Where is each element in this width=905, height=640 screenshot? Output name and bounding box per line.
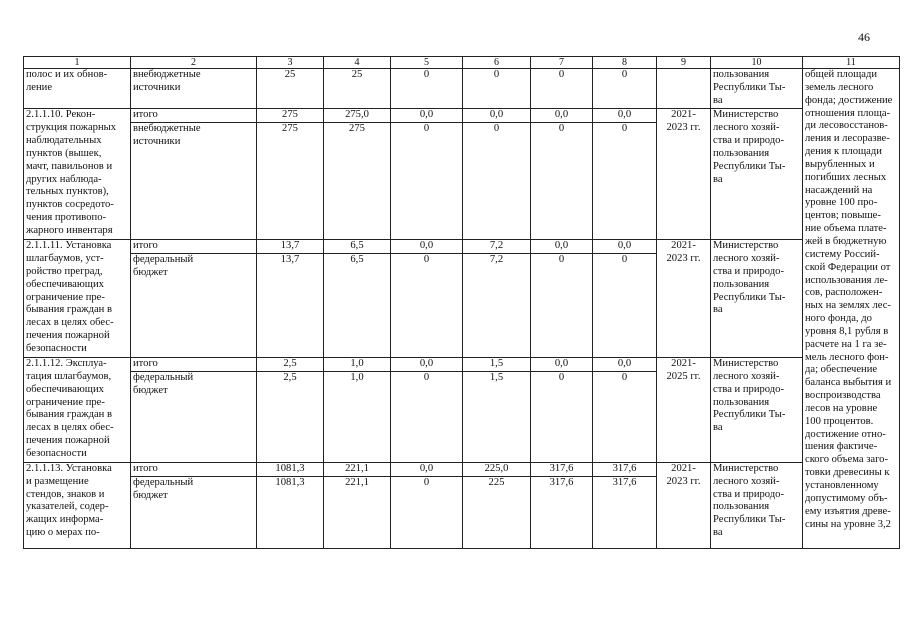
amount-cell: 0: [593, 371, 657, 462]
measure-name-line: ограничение пре-: [26, 396, 105, 408]
measure-name-line: обеспечивающих: [26, 278, 104, 290]
measure-name-line: и размещение: [26, 475, 89, 487]
amount-cell: 25: [324, 69, 391, 109]
executor-line: лесного хозяй-: [713, 252, 780, 264]
executor-line: пользования: [713, 69, 770, 80]
table-row: [24, 239, 900, 253]
executor-line: ва: [713, 173, 723, 185]
expected-results-line: жей в бюджетную: [805, 235, 887, 247]
funding-source-cell: [131, 122, 257, 239]
amount-cell: 13,7: [257, 239, 324, 253]
funding-source-line: федеральный: [133, 253, 194, 265]
executor-line: Республики Ты-: [713, 514, 786, 526]
funding-source-line: итого: [133, 462, 158, 474]
expected-results-line: допустимому объ-: [805, 492, 888, 504]
expected-results-line: сины на уровне 3,2: [805, 518, 891, 530]
amount-cell: 0: [391, 122, 463, 239]
expected-results-line: товки древесины к: [805, 467, 890, 479]
column-number: 8: [593, 57, 657, 69]
measure-name-line: чения противопо-: [26, 212, 107, 224]
period-cell: [657, 357, 711, 462]
expected-results-line: земель лесного: [805, 81, 874, 93]
amount-cell: 225,0: [463, 462, 531, 476]
expected-results-line: ного фонда, до: [805, 313, 872, 325]
funding-source-line: внебюджетные: [133, 122, 201, 134]
measure-name-line: цию о мерах по-: [26, 527, 100, 539]
amount-cell: 317,6: [593, 462, 657, 476]
measure-name-line: ление: [26, 81, 53, 93]
amount-cell: 317,6: [531, 476, 593, 548]
amount-cell: 0,0: [593, 109, 657, 123]
expected-results-line: ления и лесоразве-: [805, 133, 890, 145]
amount-cell: 1,0: [324, 371, 391, 462]
expected-results-line: ской Федерации от: [805, 261, 891, 273]
executor-line: Республики Ты-: [713, 291, 786, 303]
measure-name-line: ройство преград,: [26, 265, 103, 277]
executor-line: ства и природо-: [713, 134, 785, 146]
amount-cell: 0: [593, 253, 657, 357]
expected-results-line: лесов на уровне: [805, 402, 878, 414]
funding-source-cell: [131, 253, 257, 357]
amount-cell: 0: [463, 69, 531, 109]
column-number: 7: [531, 57, 593, 69]
measure-name-line: лесах в целях обес-: [26, 317, 114, 329]
executor-line: пользования: [713, 147, 770, 159]
amount-cell: 0: [391, 253, 463, 357]
column-number: 11: [803, 57, 900, 69]
amount-cell: 0,0: [391, 462, 463, 476]
table-row: [24, 357, 900, 371]
funding-source-cell: [131, 239, 257, 253]
funding-source-line: итого: [133, 357, 158, 369]
amount-cell: 13,7: [257, 253, 324, 357]
measure-name-cell: [24, 109, 131, 240]
expected-results-line: ди лесовосстанов-: [805, 120, 888, 132]
expected-results-line: ние объема плате-: [805, 223, 887, 235]
expected-results-line: погибших лесных: [805, 171, 887, 183]
measure-name-cell: [24, 69, 131, 109]
executor-line: ва: [713, 304, 723, 316]
amount-cell: 1081,3: [257, 476, 324, 548]
funding-source-cell: [131, 357, 257, 371]
funding-source-line: бюджет: [133, 489, 168, 501]
amount-cell: 275: [324, 122, 391, 239]
executor-line: лесного хозяй-: [713, 121, 780, 133]
executor-cell: [711, 109, 803, 240]
column-number: 10: [711, 57, 803, 69]
amount-cell: 0,0: [391, 357, 463, 371]
amount-cell: 0: [593, 69, 657, 109]
amount-cell: 0: [531, 122, 593, 239]
executor-line: пользования: [713, 278, 770, 290]
period-line: 2025 гг.: [666, 370, 701, 382]
amount-cell: 0,0: [593, 357, 657, 371]
amount-cell: 0: [391, 69, 463, 109]
expected-results-line: расчете на 1 га зе-: [805, 338, 887, 350]
executor-cell: [711, 462, 803, 548]
budget-table: [23, 56, 900, 549]
measure-name-line: полос и их обнов-: [26, 69, 108, 80]
amount-cell: 1,5: [463, 371, 531, 462]
amount-cell: 6,5: [324, 253, 391, 357]
measure-name-line: пунктов сосредото-: [26, 199, 114, 211]
amount-cell: 25: [257, 69, 324, 109]
expected-results-line: отношения площа-: [805, 107, 891, 119]
measure-name-line: тация шлагбаумов,: [26, 370, 112, 382]
executor-line: Министерство: [713, 109, 779, 120]
amount-cell: 0: [463, 122, 531, 239]
expected-results-line: общей площади: [805, 69, 878, 80]
measure-name-line: печения пожарной: [26, 330, 110, 342]
executor-line: ства и природо-: [713, 488, 785, 500]
expected-results-line: уровня 8,1 рубля в: [805, 325, 889, 337]
expected-results-line: 100 процентов.: [805, 415, 874, 427]
expected-results-line: воспроизводства: [805, 390, 881, 402]
measure-name-line: мачт, павильонов и: [26, 160, 113, 172]
amount-cell: 0,0: [531, 239, 593, 253]
executor-line: Министерство: [713, 357, 779, 369]
measure-name-line: наблюдательных: [26, 134, 102, 146]
amount-cell: 2,5: [257, 357, 324, 371]
measure-name-line: 2.1.1.10. Рекон-: [26, 109, 96, 120]
expected-results-line: систему Россий-: [805, 248, 880, 260]
measure-name-line: печения пожарной: [26, 435, 110, 447]
measure-name-line: ограничение пре-: [26, 291, 105, 303]
executor-cell: [711, 239, 803, 357]
funding-source-cell: [131, 69, 257, 109]
funding-source-line: источники: [133, 135, 181, 147]
executor-line: ва: [713, 527, 723, 539]
amount-cell: 0: [593, 122, 657, 239]
expected-results-line: да; обеспечение: [805, 364, 878, 376]
funding-source-cell: [131, 371, 257, 462]
funding-source-cell: [131, 476, 257, 548]
amount-cell: 275: [257, 109, 324, 123]
expected-results-line: центов; повыше-: [805, 210, 881, 222]
executor-line: пользования: [713, 396, 770, 408]
period-cell: [657, 69, 711, 109]
amount-cell: 1,0: [324, 357, 391, 371]
period-cell: [657, 462, 711, 548]
expected-results-line: баланса выбытия и: [805, 377, 892, 389]
executor-line: Республики Ты-: [713, 160, 786, 172]
measure-name-line: тельных пунктов),: [26, 186, 109, 198]
expected-results-line: ему изъятия древе-: [805, 505, 891, 517]
measure-name-line: безопасности: [26, 343, 87, 355]
executor-line: Министерство: [713, 239, 779, 251]
executor-line: пользования: [713, 501, 770, 513]
expected-results-line: установленному: [805, 480, 879, 491]
executor-line: лесного хозяй-: [713, 475, 780, 487]
amount-cell: 0: [531, 69, 593, 109]
executor-line: Республики Ты-: [713, 409, 786, 421]
executor-line: Республики Ты-: [713, 81, 786, 93]
measure-name-line: бывания граждан в: [26, 409, 113, 421]
funding-source-line: бюджет: [133, 266, 168, 278]
expected-results-line: ных на землях лес-: [805, 300, 891, 312]
amount-cell: 275: [257, 122, 324, 239]
amount-cell: 0: [531, 371, 593, 462]
column-number: 9: [657, 57, 711, 69]
period-line: 2023 гг.: [666, 121, 701, 133]
amount-cell: 7,2: [463, 253, 531, 357]
funding-source-cell: [131, 462, 257, 476]
executor-line: ства и природо-: [713, 265, 785, 277]
column-number: 6: [463, 57, 531, 69]
funding-source-line: итого: [133, 109, 158, 120]
column-number: 3: [257, 57, 324, 69]
measure-name-line: пунктов (вышек,: [26, 147, 102, 159]
measure-name-line: жащих информа-: [26, 514, 104, 526]
amount-cell: 0,0: [391, 109, 463, 123]
funding-source-cell: [131, 109, 257, 123]
period-line: 2021-: [671, 109, 696, 120]
funding-source-line: федеральный: [133, 371, 194, 383]
amount-cell: 221,1: [324, 476, 391, 548]
expected-results-line: мель лесного фон-: [805, 351, 889, 363]
measure-name-line: обеспечивающих: [26, 383, 104, 395]
executor-line: Министерство: [713, 462, 779, 474]
amount-cell: 1,5: [463, 357, 531, 371]
executor-cell: [711, 69, 803, 109]
column-number: 4: [324, 57, 391, 69]
funding-source-line: бюджет: [133, 384, 168, 396]
funding-source-line: федеральный: [133, 476, 194, 488]
amount-cell: 0,0: [531, 357, 593, 371]
period-line: 2021-: [671, 239, 696, 251]
expected-results-line: достижение отно-: [805, 428, 886, 440]
expected-results-line: дения к площади: [805, 146, 882, 158]
measure-name-line: стендов, знаков и: [26, 488, 105, 500]
executor-line: ва: [713, 422, 723, 434]
measure-name-line: 2.1.1.11. Установка: [26, 239, 112, 251]
expected-results-line: фонда; достижение: [805, 94, 893, 106]
measure-name-line: других наблюда-: [26, 173, 102, 185]
column-number: 1: [24, 57, 131, 69]
amount-cell: 0,0: [593, 239, 657, 253]
amount-cell: 221,1: [324, 462, 391, 476]
expected-results-line: сов, расположен-: [805, 287, 883, 299]
period-line: 2023 гг.: [666, 475, 701, 487]
amount-cell: 225: [463, 476, 531, 548]
amount-cell: 0,0: [531, 109, 593, 123]
executor-line: ства и природо-: [713, 383, 785, 395]
amount-cell: 0: [391, 371, 463, 462]
column-number: 5: [391, 57, 463, 69]
measure-name-line: лесах в целях обес-: [26, 422, 114, 434]
period-line: 2023 гг.: [666, 252, 701, 264]
measure-name-cell: [24, 462, 131, 548]
amount-cell: 317,6: [593, 476, 657, 548]
expected-results-line: уровне 100 про-: [805, 197, 878, 209]
expected-results-line: ского объема заго-: [805, 454, 889, 466]
executor-line: ва: [713, 94, 723, 106]
measure-name-line: шлагбаумов, уст-: [26, 252, 104, 264]
column-number: 2: [131, 57, 257, 69]
measure-name-cell: [24, 239, 131, 357]
page-number: 46: [858, 30, 870, 44]
expected-results-line: вырубленных и: [805, 158, 875, 170]
table-row: [24, 69, 900, 109]
table-row: [24, 462, 900, 476]
executor-line: лесного хозяй-: [713, 370, 780, 382]
measure-name-line: 2.1.1.12. Эксплуа-: [26, 357, 107, 369]
header-row: [24, 57, 900, 69]
funding-source-line: итого: [133, 239, 158, 251]
measure-name-line: безопасности: [26, 448, 87, 460]
amount-cell: 0,0: [463, 109, 531, 123]
amount-cell: 1081,3: [257, 462, 324, 476]
measure-name-line: струкция пожарных: [26, 121, 117, 133]
expected-results-cell: [803, 69, 900, 549]
measure-name-cell: [24, 357, 131, 462]
period-line: 2021-: [671, 357, 696, 369]
table-row: [24, 109, 900, 123]
expected-results-line: шения фактиче-: [805, 441, 878, 453]
amount-cell: 0,0: [391, 239, 463, 253]
expected-results-line: насаждений на: [805, 184, 873, 196]
measure-name-line: 2.1.1.13. Установка: [26, 462, 112, 474]
period-line: 2021-: [671, 462, 696, 474]
amount-cell: 6,5: [324, 239, 391, 253]
funding-source-line: внебюджетные: [133, 69, 201, 80]
amount-cell: 7,2: [463, 239, 531, 253]
amount-cell: 0: [531, 253, 593, 357]
amount-cell: 275,0: [324, 109, 391, 123]
amount-cell: 2,5: [257, 371, 324, 462]
expected-results-line: использования ле-: [805, 274, 888, 286]
amount-cell: 0: [391, 476, 463, 548]
measure-name-line: жарного инвентаря: [26, 225, 113, 237]
measure-name-line: бывания граждан в: [26, 304, 113, 316]
measure-name-line: указателей, содер-: [26, 501, 109, 513]
period-cell: [657, 109, 711, 240]
period-cell: [657, 239, 711, 357]
amount-cell: 317,6: [531, 462, 593, 476]
executor-cell: [711, 357, 803, 462]
funding-source-line: источники: [133, 81, 181, 93]
